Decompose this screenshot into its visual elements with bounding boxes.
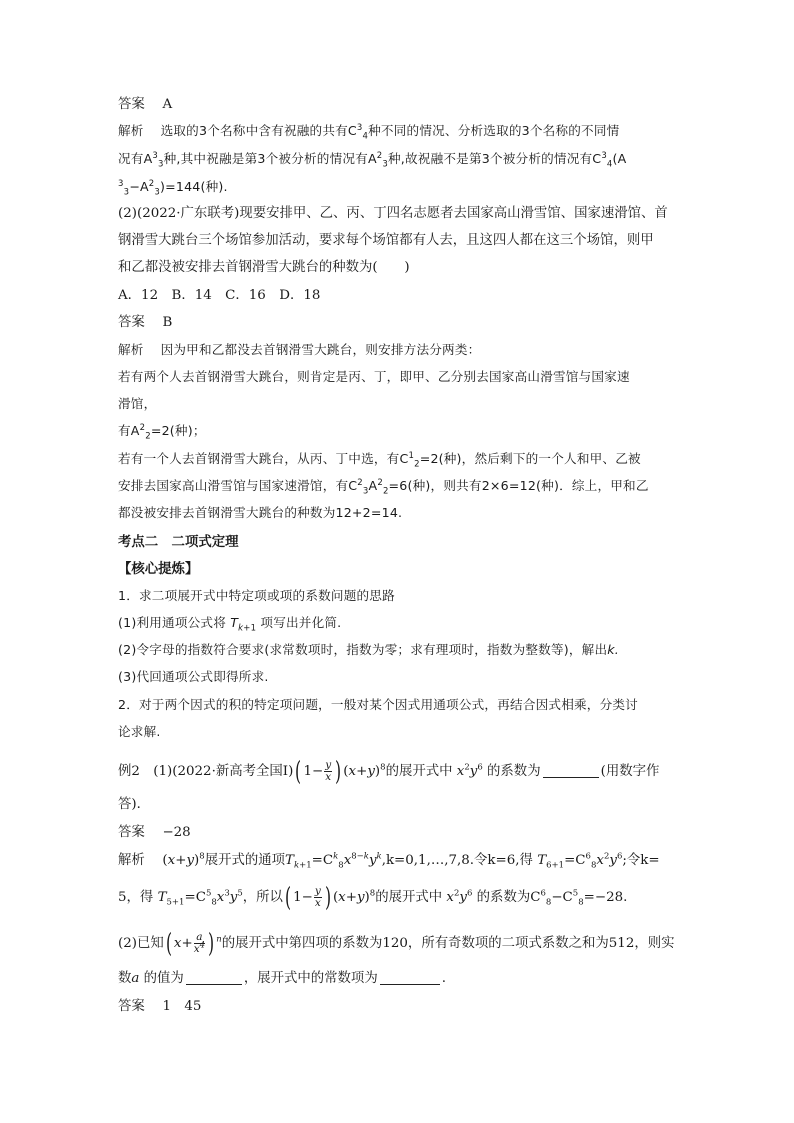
text-span: (A: [612, 151, 627, 166]
analysis-label: 解析: [118, 123, 144, 138]
text-span: =2(种)，然后剩下的一个人和甲、乙被: [419, 451, 641, 466]
question-2-line-2: 钢滑雪大跳台三个场馆参加活动，要求每个场馆都有人去，且这四人都在这三个场馆，则甲: [118, 233, 654, 248]
text-span: (2)令字母的指数符合要求(求常数项时，指数为零；求有理项时，指数为整数等)，解出: [118, 642, 608, 657]
text-span: 的展开式中: [375, 890, 443, 905]
fraction-a-over-x4: $\frac{a}{x^4}$: [193, 931, 206, 955]
text-span: 若有一个人去首钢滑雪大跳台，从丙、丁中选，有C: [118, 451, 409, 466]
example-2-part-2-line-2: 数a 的值为 ，展开式中的常数项为 .: [118, 971, 446, 986]
analysis-line-4: [118, 341, 678, 359]
point-1: 1．求二项展开式中特定项或项的系数问题的思路: [118, 588, 395, 603]
text-span: 选取的3个名称中含有祝融的共有C: [160, 123, 357, 138]
text-span: 种,其中祝融是第3个被分析的情况有A: [163, 151, 377, 166]
analysis-line-1: 解析 选取的3个名称中含有祝融的共有$C^3_4$种不同的情况、分析选取的3个名称的不同情: [118, 122, 620, 142]
text-span: =2(种)；: [150, 423, 206, 438]
text-span: ,k=0,1,…,7,8.令k=6,得: [381, 853, 533, 868]
text-span: −C: [551, 890, 573, 905]
analysis-label: 解析: [118, 853, 145, 868]
analysis-line-3: $^3_3-A^2_3)=144$(种).: [118, 178, 228, 198]
answer-label: 答案: [118, 315, 145, 330]
analysis-line-12: 5，得 $T_{5+1}=C^5_8x^3y^5$，所以( 1− $\frac{y}{x}$ ) $(x+y)^8$的展开式中 $x^2y^6$ 的系数为$C^6_8-C^5_8=-28$.: [118, 882, 628, 913]
point-1-sub-1: (1)利用通项公式将 $T_{k+1}$ 项写出并化简.: [118, 615, 342, 634]
core-refinement-heading: 【核心提炼】: [118, 561, 199, 577]
analysis-line-10: 都没被安排去首钢滑雪大跳台的种数为12+2=14.: [118, 505, 403, 520]
text-span: .: [441, 971, 446, 986]
example-2-line-1: 例2 (1)(2022·新高考全国Ⅰ)( 1− $\frac{y}{x}$ ) $(x+y)^8$的展开式中 $x^2y^6$ 的系数为 (用数字作: [118, 756, 660, 787]
answer-line-4: [118, 998, 678, 1016]
text-span: 的系数为C: [476, 890, 541, 905]
answer-value: A: [162, 97, 173, 112]
point-2-line-2: 论求解.: [118, 724, 161, 739]
point-1-sub-3: (3)代回通项公式即得所求.: [118, 669, 269, 684]
example-2-line-2: 答)．: [118, 797, 151, 812]
answer-value: −28: [162, 825, 191, 840]
question-2-options: A．12 B．14 C．16 D．18: [118, 288, 321, 303]
answer-label: 答案: [118, 825, 145, 840]
text-span: 的展开式中: [385, 764, 453, 779]
text-span: 的系数为: [487, 764, 541, 779]
point-2-line-1: 2．对于两个因式的积的特定项问题，一般对某个因式用通项公式，再结合因式相乘，分类讨: [118, 697, 638, 712]
text-span: ，展开式中的常数项为: [243, 971, 378, 986]
analysis-line-9: 安排去国家高山滑雪馆与国家速滑馆，有$C^2_3A^2_2=6$(种)，则共有2×6=12(种)．综上，甲和乙: [118, 477, 649, 497]
answer-blank-constant[interactable]: [380, 970, 440, 985]
point-1-sub-2: [118, 641, 678, 659]
fraction-y-over-x: $\frac{y}{x}$: [325, 759, 332, 783]
text-span: =6(种)，则共有2×6=12(种)．综上，甲和乙: [388, 478, 649, 493]
text-span: 况有A: [118, 151, 153, 166]
text-span: 有A: [118, 423, 140, 438]
text-span: 种,故祝融不是第3个被分析的情况有C: [387, 151, 602, 166]
question-2-line-1: (2)(2022·广东联考)现要安排甲、乙、丙、丁四名志愿者去国家高山滑雪馆、国家速滑馆、首: [118, 206, 668, 221]
text-span: 项写出并化简.: [260, 615, 342, 630]
answer-line-3: [118, 824, 678, 842]
text-span: 例2 (1)(2022·新高考全国Ⅰ): [118, 764, 294, 779]
text-span: 安排去国家高山滑雪馆与国家速滑馆，有C: [118, 478, 358, 493]
example-2-part-2-line-1: (2)已知( x+ $\frac{a}{x^4}$ ) $^n$的展开式中第四项的系数为120，所有奇数项的二项式系数之和为512，则实: [118, 928, 675, 959]
text-span: (用数字作: [600, 764, 660, 779]
answer-blank-a[interactable]: [186, 970, 242, 985]
text-span: 因为甲和乙都没去首钢滑雪大跳台，则安排方法分两类：: [160, 342, 481, 357]
analysis-line-11: 解析 $(x+y)^8$展开式的通项$T_{k+1}=C^k_8x^{8-k}y^k,k=0,1,\dots,7,8$.令k=6,得 $T_{6+1}=C^6_8x^2y^6$;令k=: [118, 851, 660, 871]
text-span: ;令k=: [622, 853, 660, 868]
text-span: ，所以: [242, 890, 283, 905]
text-span: (1)利用通项公式将: [118, 615, 226, 630]
text-span: )=144(种).: [160, 179, 228, 194]
text-span: 5，得: [118, 890, 154, 905]
section-heading: 考点二 二项式定理: [118, 534, 239, 550]
answer-line-2: [118, 314, 678, 332]
text-span: (2)已知: [118, 936, 164, 951]
answer-line-1: [118, 96, 678, 114]
answer-value: 1 45: [162, 999, 202, 1014]
analysis-line-7: 有$A^2_2=2$(种)；: [118, 422, 206, 442]
text-span: 种不同的情况、分析选取的3个名称的不同情: [368, 123, 620, 138]
text-span: 的值为: [143, 971, 184, 986]
text-span: =−28.: [583, 890, 628, 905]
fraction-y-over-x: $\frac{y}{x}$: [314, 885, 321, 909]
analysis-line-2: 况有$A^3_3$种,其中祝融是第3个被分析的情况有$A^2_3$种,故祝融不是第3个被分析的情况有$C^3_4(A$: [118, 150, 627, 170]
answer-blank[interactable]: [543, 763, 599, 778]
analysis-label: 解析: [118, 342, 144, 357]
text-span: k.: [607, 642, 619, 657]
text-span: 的展开式中第四项的系数为120，所有奇数项的二项式系数之和为512，则实: [221, 936, 675, 951]
answer-label: 答案: [118, 999, 145, 1014]
text-span: 数: [118, 971, 132, 986]
answer-value: B: [162, 315, 173, 330]
text-span: 展开式的通项: [204, 853, 286, 868]
analysis-line-6: 滑馆，: [118, 396, 157, 411]
question-2-line-3: 和乙都没被安排去首钢滑雪大跳台的种数为( ): [118, 260, 410, 275]
analysis-line-8: 若有一个人去首钢滑雪大跳台，从丙、丁中选，有$C^1_2=2$(种)，然后剩下的一个人和甲、乙被: [118, 450, 641, 470]
text-span: −A: [129, 179, 149, 194]
answer-label: 答案: [118, 97, 145, 112]
text-span: A: [368, 478, 378, 493]
analysis-line-5: 若有两个人去首钢滑雪大跳台，则肯定是丙、丁，即甲、乙分别去国家高山滑雪馆与国家速: [118, 369, 630, 384]
